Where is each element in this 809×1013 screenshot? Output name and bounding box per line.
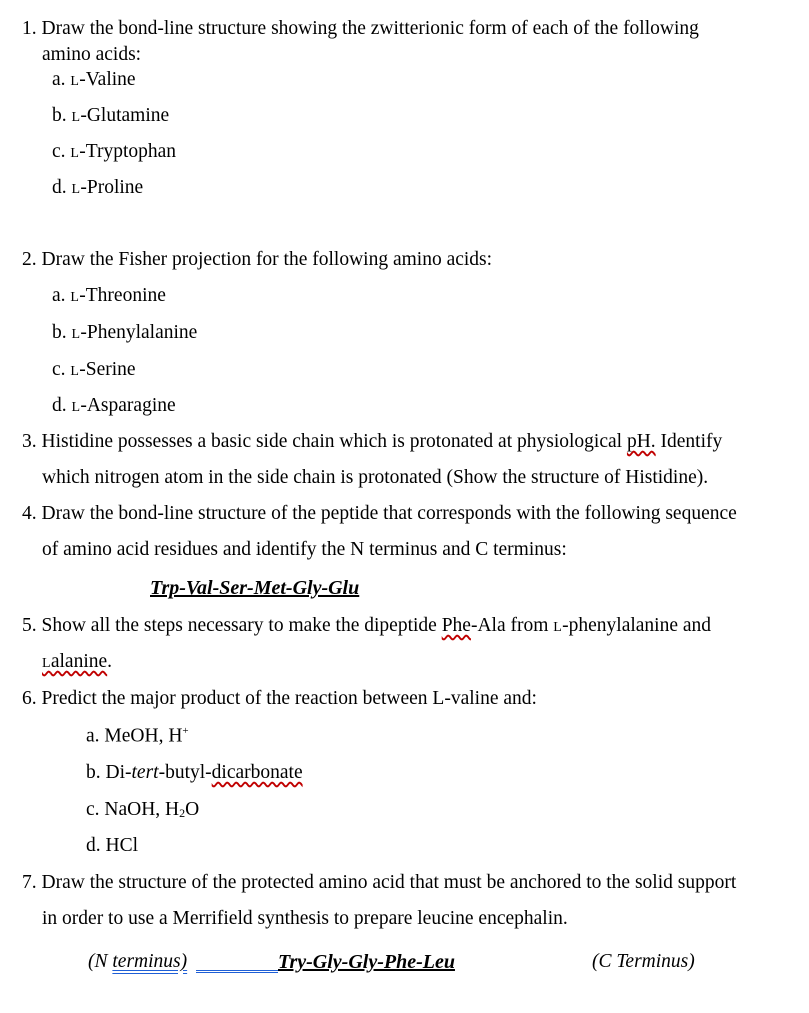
q5-line1: 5. Show all the steps necessary to make the dipeptide Phe-Ala from L-phenylalanine and [22,615,712,636]
q1-item-a: a. L-Valine [52,69,136,90]
q2-item-d: d. L-Asparagine [52,395,176,416]
q6-item-d: d. HCl [86,835,139,856]
q1-prompt-line2: amino acids: [42,44,142,65]
q3-line2: which nitrogen atom in the side chain is protonated (Show the structure of Histidine). [42,467,709,488]
q6-prompt: 6. Predict the major product of the reaction between L-valine and: [22,688,537,709]
q6-item-c: c. NaOH, $H_2O$ [86,799,200,820]
q4-line1: 4. Draw the bond-line structure of the peptide that corresponds with the following sequence [22,503,737,524]
q2-item-c: c. L-Serine [52,359,136,380]
q5-phe: Phe [441,615,471,636]
q1-prompt-line1: 1. Draw the bond-line structure showing the zwitterionic form of each of the following [22,18,699,39]
q7-c-terminus: (C Terminus) [592,951,695,972]
q1-item-d: d. L-Proline [52,177,144,198]
q4-line2: of amino acid residues and identify the N terminus and C terminus: [42,539,567,560]
q2-item-a: a. L-Threonine [52,285,166,306]
q7-blank-line [196,970,278,973]
q7-n-terminus: (N terminus) [88,951,188,972]
q2-prompt: 2. Draw the Fisher projection for the following amino acids: [22,249,493,270]
q3-ph: pH. [626,431,656,452]
q6-item-a: a. MeOH, H+ [86,725,189,747]
q5-line2: Lalanine. [42,651,113,672]
q2-item-b: b. L-Phenylalanine [52,322,198,343]
q6-item-b: b. Di-tert-butyl-dicarbonate [86,762,303,783]
q7-line1: 7. Draw the structure of the protected amino acid that must be anchored to the solid support [22,872,737,893]
q1-item-c: c. L-Tryptophan [52,141,177,162]
q7-line2: in order to use a Merrifield synthesis to prepare leucine encephalin. [42,908,568,929]
q3-line1: 3. Histidine possesses a basic side chain which is protonated at physiological pH. Identify [22,431,723,452]
q7-sequence: Try-Gly-Gly-Phe-Leu [278,951,455,973]
q1-item-b: b. L-Glutamine [52,105,170,126]
q4-sequence: Trp-Val-Ser-Met-Gly-Glu [150,577,360,599]
